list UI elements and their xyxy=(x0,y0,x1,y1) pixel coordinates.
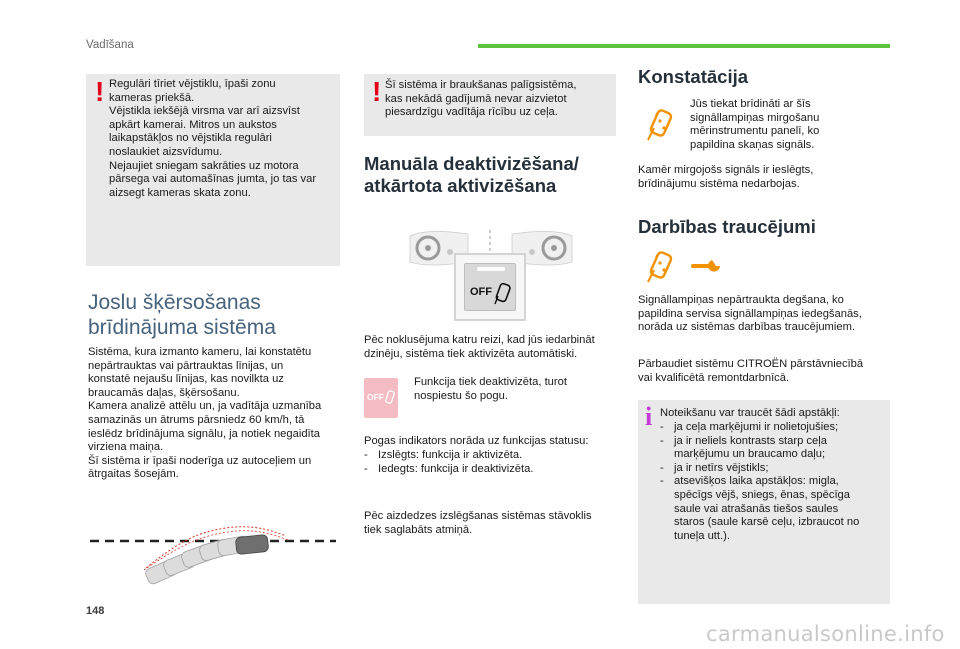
assist-warning-text: Šī sistēma ir braukšanas palīgsistēma, kas nekādā gadījumā nevar aizvietot piesardzīgu vadītāja rīcību uz ceļa. xyxy=(385,79,577,119)
off-indicator-label: OFF xyxy=(367,392,384,402)
list-item: - Iedegts: funkcija ir deaktivizēta. xyxy=(364,463,616,477)
list-item: - Izslēgts: funkcija ir aktivizēta. xyxy=(364,449,616,463)
list-item: - ja ceļa marķējumi ir nolietojušies; xyxy=(660,421,886,435)
list-item: - atsevišķos laika apstākļos: migla, spēcīgs vējš, sniegs, ēnas, spēcīga saule vai atrašanās tiešos saules staros (saule karsē ceļu, izbraucot no tuneļa utt.). xyxy=(660,475,886,543)
default-activation-text: Pēc noklusējuma katru reizi, kad jūs iedarbināt dzinēju, sistēma tiek aktivizēta automātiski. xyxy=(364,334,595,360)
list-item: - ja ir netīrs vējstikls; xyxy=(660,462,886,476)
header-accent-bar xyxy=(478,44,890,48)
detection-text: Jūs tiekat brīdināti ar šīs signāllampiņas mirgošanu mērinstrumentu panelī, ko papildina skaņas signāls. xyxy=(690,98,820,151)
memory-state-text: Pēc aizdedzes izslēgšanas sistēmas stāvoklis tiek saglabāts atmiņā. xyxy=(364,510,592,536)
section-title: Vadīšana xyxy=(86,39,134,51)
watermark[interactable]: carmanualsonline.info xyxy=(706,622,945,646)
button-status-list xyxy=(364,449,616,476)
lane-warning-icon xyxy=(646,108,682,142)
lane-departure-heading: Joslu šķērsošanas brīdinājuma sistēma xyxy=(88,291,276,339)
button-status-intro: Pogas indikators norāda uz funkcijas statusu: xyxy=(364,435,589,447)
camera-warning-text: Regulāri tīriet vējstiklu, īpaši zonu kameras priekšā. Vējstikla iekšējā virsma var arī aizsvīst apkārt kamerai. Mitros un aukstos laikapstākļos no vējstikla regulāri noslaukiet aizsvīdumu. Nejaujiet sniegam sakrāties uz motora pārsega vai automašīnas jumta, jo tas var aizsegt kameras skata zonu. xyxy=(109,78,317,199)
lane-car-icon xyxy=(494,280,512,306)
lane-departure-body: Sistēma, kura izmanto kameru, lai konstatētu nepārtrauktas vai pārtrauktas līnijas, un konstatē nejaušu līnijas, kas novilkta uz braucamās daļas, šķērsošanu. Kamera analizē attēlu un, ja vadītāja uzmanība samazinās un ātrums pārsniedz 60 km/h, tā ieslēdz brīdinājuma signālu, ja notiek negaidīta virziena maiņa. Šī sistēma ir īpaši noderīga uz autoceļiem un ātrgaitas šosejām. xyxy=(88,346,322,481)
conditions-list xyxy=(660,421,886,543)
deactivation-text: Funkcija tiek deaktivizēta, turot nospiestu šo pogu. xyxy=(414,376,567,402)
off-button[interactable] xyxy=(454,253,526,321)
list-item: - ja ir neliels kontrasts starp ceļa marķējumu un braucamo daļu; xyxy=(660,435,886,462)
wrench-icon xyxy=(690,258,722,274)
malfunction-text: Signāllampiņas nepārtraukta degšana, ko papildina servisa signāllampiņas iedegšanās, norāda uz sistēmas darbības traucējumiem. xyxy=(638,294,862,334)
dealer-check-text: Pārbaudiet sistēmu CITROËN pārstāvniecībā vai kvalificētā remontdarbnīcā. xyxy=(638,358,864,384)
warning-icon: ! xyxy=(372,76,382,107)
lane-warning-icon xyxy=(646,250,682,284)
off-indicator-icon xyxy=(364,378,398,418)
lane-crossing-illustration xyxy=(86,514,340,594)
warning-icon: ! xyxy=(95,76,105,107)
flashing-signal-text: Kamēr mirgojošs signāls ir ieslēgts, brīdinājumu sistēma nedarbojas. xyxy=(638,164,814,190)
manual-deactivation-heading: Manuāla deaktivizēšana/ atkārtota aktivizēšana xyxy=(364,153,579,196)
info-icon: i xyxy=(645,402,653,431)
page-number: 148 xyxy=(86,605,105,617)
detection-heading: Konstatācija xyxy=(638,66,749,87)
malfunctions-heading: Darbības traucējumi xyxy=(638,216,816,237)
conditions-intro: Noteikšanu var traucēt šādi apstākļi: xyxy=(660,407,840,419)
off-button-label: OFF xyxy=(470,286,492,298)
